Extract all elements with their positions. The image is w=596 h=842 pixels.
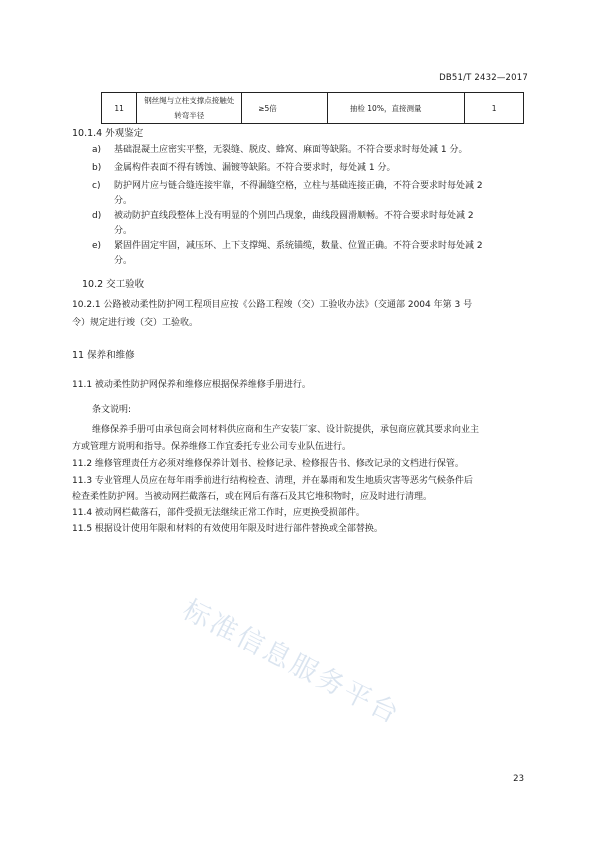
list-label: a) [92, 145, 102, 155]
paragraph-10-2-1-line2: 令）规定进行竣（交）工验收。 [72, 318, 199, 328]
section-11-title: 11 保养和维修 [72, 350, 135, 361]
doc-code: DB51/T 2432—2017 [439, 73, 528, 83]
list-item [92, 180, 483, 206]
paragraph-10-2-1-line1: 10.2.1 公路被动柔性防护网工程项目应按《公路工程竣（交）工验收办法》（交通部 2004 年第 3 号 [72, 300, 473, 310]
paragraph-11-1: 11.1 被动柔性防护网保养和维修应根据保养维修手册进行。 [72, 380, 311, 390]
list-label: b) [92, 163, 102, 173]
list-label: c) [92, 181, 101, 191]
paragraph-11-3-line1: 11.3 专业管理人员应在每年雨季前进行结构检查、清理，并在暴雨和发生地质灾害等恶劣气候条件后 [72, 476, 473, 486]
list-text: 分。 [114, 196, 133, 206]
check-method: 抽检 10%，直接测量 [327, 93, 464, 124]
page-number: 23 [513, 774, 524, 784]
inspection-item-line2: 转弯半径 [174, 111, 205, 120]
note-line1: 维修保养手册可由承包商会同材料供应商和生产安装厂家、设计院提供，承包商应就其要求向业主 [92, 425, 480, 435]
requirement: ≥5倍 [242, 93, 328, 124]
criteria-table [101, 92, 524, 124]
list-text: 防护网片应与链合缝连接牢靠，不得漏缝空格，立柱与基础连接正确，不符合要求时每处减 2 [114, 181, 483, 191]
watermark: 标准信息服务平台 [177, 594, 406, 731]
list-text: 金属构件表面不得有锈蚀、漏镀等缺陷。不符合要求时，每处减 1 分。 [114, 163, 396, 173]
paragraph-11-5: 11.5 根据设计使用年限和材料的有效使用年限及时进行部件替换或全部替换。 [72, 524, 383, 534]
paragraph-11-3-line2: 检查柔性防护网。当被动网拦截落石，或在网后有落石及其它堆积物时，应及时进行清理。 [72, 492, 433, 502]
list-text: 分。 [114, 256, 133, 266]
section-10-2-title: 10.2 交工验收 [82, 279, 145, 290]
list-item [92, 162, 396, 175]
list-item [92, 144, 468, 157]
list-label: e) [92, 241, 102, 251]
list-text: 基础混凝土应密实平整，无裂缝、脱皮、蜂窝、麻面等缺陷。不符合要求时每处减 1 分。 [114, 145, 468, 155]
paragraph-11-2: 11.2 维修管理责任方必须对维修保养计划书、检修记录、检修报告书、修改记录的文档进行保管。 [72, 459, 464, 469]
section-10-1-4-title: 10.1.4 外观鉴定 [72, 128, 144, 139]
paragraph-11-4: 11.4 被动网栏截落石，部件受损无法继续正常工作时，应更换受损部件。 [72, 508, 365, 518]
list-label: d) [92, 211, 102, 221]
note-line2: 方或管理方说明和指导。保养维修工作宜委托专业公司专业队伍进行。 [72, 442, 352, 452]
list-text: 紧固件固定牢固，减压环、上下支撑绳、系统锚缆，数量、位置正确。不符合要求时每处减 2 [114, 241, 483, 251]
inspection-item-line1: 钢丝绳与立柱支撑点接触处 [144, 96, 235, 105]
list-item [92, 210, 474, 236]
row-number: 11 [102, 93, 137, 124]
note-title: 条文说明: [92, 405, 132, 415]
table-row [102, 93, 524, 124]
inspection-item [137, 93, 242, 124]
list-item [92, 240, 483, 266]
list-text: 分。 [114, 226, 133, 236]
score: 1 [465, 93, 524, 124]
list-text: 被动防护直线段整体上没有明显的个别凹凸现象，曲线段圆滑顺畅。不符合要求时每处减 2 [114, 211, 474, 221]
